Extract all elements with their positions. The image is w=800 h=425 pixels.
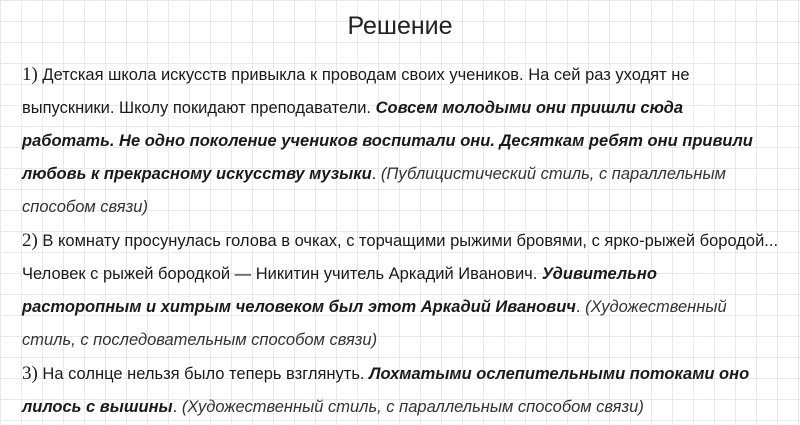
punctuation: . xyxy=(575,298,586,316)
paragraph-number: 2) xyxy=(22,230,38,251)
highlighted-text: Лохматыми ослепительными потоками оно лилось с вышины xyxy=(22,365,750,416)
paragraph-2 xyxy=(22,224,780,357)
highlighted-text: Совсем молодыми они пришли сюда работать. Не одно поколение учеников воспитали они. Десяткам ребят они привили любовь к прекрасному искусству музыки xyxy=(22,99,753,183)
paragraph-text: На солнце нельзя было теперь взглянуть. xyxy=(37,365,370,383)
paragraph-text: В комнату просунулась голова в очках, с торчащими рыжими бровями, с ярко-рыжей бородой... Человек с рыжей бородкой — Никитин учитель Аркадий Иванович. xyxy=(22,232,779,283)
paragraph-number: 1) xyxy=(22,64,38,85)
page-title: Решение xyxy=(347,12,453,40)
style-note: (Художественный стиль, с последовательным способом связи) xyxy=(22,298,727,349)
punctuation: . xyxy=(172,398,182,416)
punctuation: . xyxy=(371,165,381,183)
paragraph-3 xyxy=(22,357,780,424)
paragraph-text: Детская школа искусств привыкла к проводам своих учеников. На сей раз уходят не выпускники. Школу покидают преподаватели. xyxy=(22,66,690,117)
highlighted-text: Удивительно расторопным и хитрым человеком был этот Аркадий Иванович xyxy=(22,265,657,316)
paragraph-1 xyxy=(22,58,780,224)
style-note: (Художественный стиль, с параллельным способом связи) xyxy=(181,398,644,416)
style-note: (Публицистический стиль, с параллельным способом связи) xyxy=(22,165,726,216)
paragraph-number: 3) xyxy=(22,363,38,384)
solution-content xyxy=(22,58,780,424)
